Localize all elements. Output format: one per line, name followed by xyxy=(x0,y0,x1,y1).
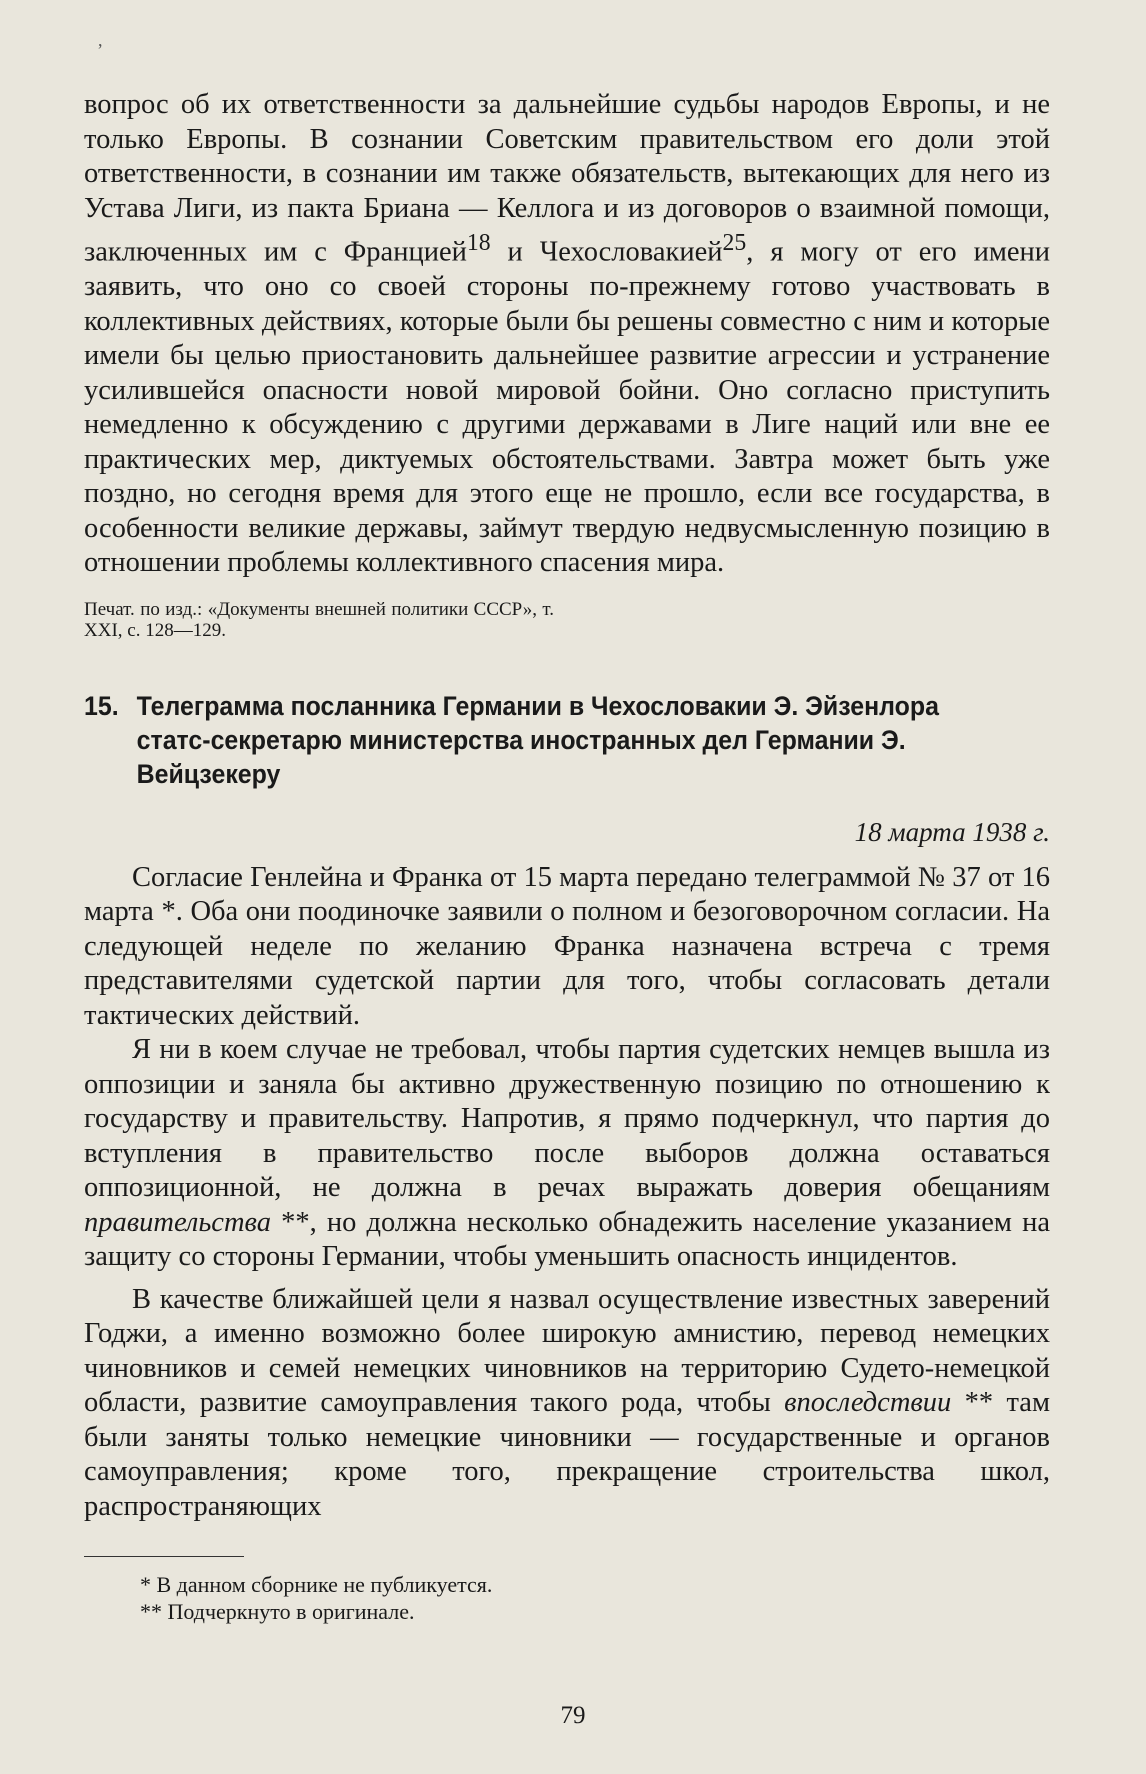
document-paragraph-1: Согласие Генлейна и Франка от 15 марта передано телеграммой № 37 от 16 марта *. Оба они поодиночке заявили о полном и безоговорочном согласии. На следующей неделе по желанию Франка назначена встреча с тремя представителями судетской партии для того, чтобы согласовать детали тактических действий. xyxy=(84,861,1050,1031)
footnote-divider xyxy=(84,1556,244,1557)
document-date: 18 марта 1938 г. xyxy=(854,816,1050,847)
body-paragraph-1-end: , я могу от его имени заявить, что оно со своей стороны по-прежнему готово участвовать в коллективных действиях, которые были бы решены совместно с ним и которые имели бы целью приостановить дальнейшее развитие агрессии и устранение усилившейся опасности новой мировой бойни. Оно согласно приступить немедленно к обсуждению с другими державами в Лиге наций или вне ее практических мер, диктуемых обстоятельствами. Завтра может быть уже поздно, но сегодня время для этого еще не прошло, если все государства, в особенности великие державы, займут твердую недвусмысленную позицию в отношении проблемы коллективного спасения мира. xyxy=(84,236,1051,578)
footnote-2: ** Подчеркнуто в оригинале. xyxy=(140,1599,415,1624)
document-paragraph-3-end: ** там были заняты только немецкие чиновники — государственные и органов самоуправления; кроме того, прекращение строительства школ, распространяющих xyxy=(84,1387,1050,1522)
body-paragraph-1-text: вопрос об их ответственности за дальнейшие судьбы народов Европы, и не только Европы. В сознании Советским правительством его доли этой ответственности, в сознании им также обязательств, вытекающих для него из Устава Лиги, из пакта Бриана — Келлога и из договоров о взаимной помощи, заключенных им с Францией xyxy=(84,89,1050,268)
source-citation: Печат. по изд.: «Документы внешней политики СССР», т. XXI, с. 128—129. xyxy=(84,598,554,641)
emphasis-vposledstvii: впоследствии xyxy=(784,1387,952,1418)
page-number: 79 xyxy=(560,1702,586,1729)
document-heading xyxy=(84,689,992,791)
document-paragraph-3 xyxy=(84,1283,1050,1525)
document-paragraph-3-start: В качестве ближайшей цели я назвал осуществление известных заверений Годжи, а именно возможно более широкую амнистию, перевод немецких чиновников и семей немецких чиновников на территорию Судето-немецкой области, развитие самоуправления такого рода, чтобы xyxy=(84,1283,1050,1418)
document-paragraph-2-end: **, но должна несколько обнадежить население указанием на защиту со стороны Германии, чтобы уменьшить опасность инцидентов. xyxy=(84,1206,1050,1272)
document-title: Телеграмма посланника Германии в Чехословакии Э. Эйзенлора статс-секретарю министерства иностранных дел Германии Э. Вейцзекеру xyxy=(136,690,939,789)
emphasis-pravitelstva: правительства xyxy=(84,1206,271,1238)
footnote-ref-18: 18 xyxy=(466,230,491,256)
footnote-1: * В данном сборнике не публикуется. xyxy=(140,1572,493,1597)
document-paragraph-2 xyxy=(84,1033,1050,1275)
document-number: 15. xyxy=(84,690,119,721)
corner-mark: , xyxy=(98,30,103,50)
document-paragraph-2-start: Я ни в коем случае не требовал, чтобы партия судетских немцев вышла из оппозиции и заняла бы активно дружественную позицию по отношению к государству и правительству. Напротив, я прямо подчеркнул, что партия до вступления в правительство после выборов должна оставаться оппозиционной, не должна в речах выражать доверия обещаниям xyxy=(84,1034,1050,1203)
body-paragraph-1 xyxy=(84,88,1050,581)
body-paragraph-1-mid: и Чехословакией xyxy=(490,236,723,268)
footnote-ref-25: 25 xyxy=(722,230,747,256)
